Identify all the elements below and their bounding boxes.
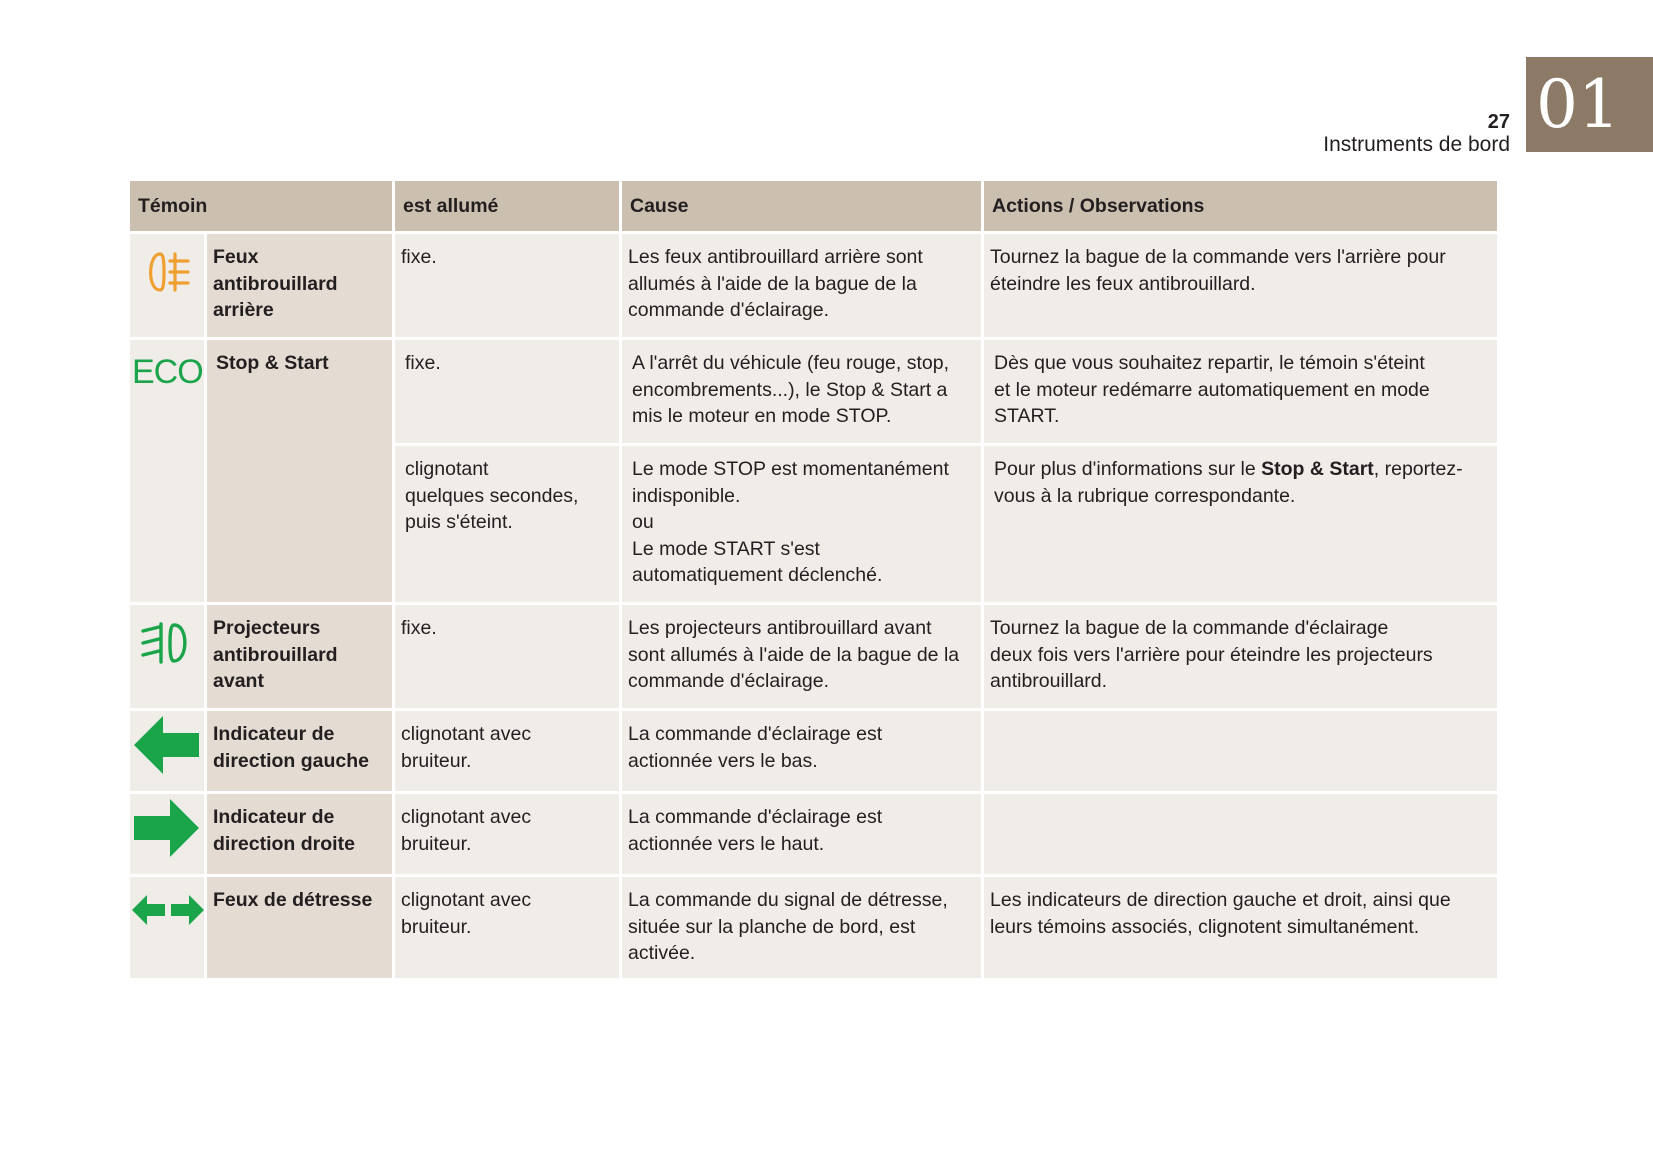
- light-action: [983, 710, 1499, 793]
- icon-cell: [129, 604, 206, 710]
- svg-text:ECO: ECO: [132, 353, 203, 391]
- hazard-arrows-icon: [130, 877, 207, 937]
- light-action: Les indicateurs de direction gauche et droit, ainsi que leurs témoins associés, clignotent simultanément.: [983, 876, 1499, 980]
- section-title: Instruments de bord: [1323, 133, 1510, 156]
- light-state: fixe.: [394, 604, 621, 710]
- icon-cell: [129, 710, 206, 793]
- column-header-cause: Cause: [621, 180, 983, 233]
- light-action: Tournez la bague de la commande d'éclairage deux fois vers l'arrière pour éteindre les projecteurs antibrouillard.: [983, 604, 1499, 710]
- light-state: clignotant avec bruiteur.: [394, 793, 621, 876]
- page-number: 27: [1487, 111, 1510, 133]
- action-text: Pour plus d'informations sur le: [994, 458, 1262, 480]
- light-cause: Le mode STOP est momentanément indisponible. ou Le mode START s'est automatiquement déclenché.: [621, 445, 983, 604]
- action-text: , reportez- vous à la rubrique correspondante.: [994, 458, 1463, 507]
- light-cause: Les feux antibrouillard arrière sont allumés à l'aide de la bague de la commande d'éclairage.: [621, 233, 983, 339]
- table-row: [129, 604, 1499, 710]
- icon-cell: [129, 876, 206, 980]
- column-header-actions: Actions / Observations: [983, 180, 1499, 233]
- rear-fog-light-icon: [130, 234, 207, 330]
- table-row: [129, 876, 1499, 980]
- light-name: Feux de détresse: [206, 876, 394, 980]
- light-state: clignotant avec bruiteur.: [394, 876, 621, 980]
- light-cause: La commande d'éclairage est actionnée vers le haut.: [621, 793, 983, 876]
- light-state: clignotant avec bruiteur.: [394, 710, 621, 793]
- table-row: [129, 793, 1499, 876]
- light-name: Feux antibrouillard arrière: [206, 233, 394, 339]
- arrow-right-icon: [130, 794, 207, 864]
- table-row: [129, 710, 1499, 793]
- table-header-row: [129, 180, 1499, 233]
- action-text-bold: Stop & Start: [1261, 458, 1374, 480]
- light-name: Indicateur de direction gauche: [206, 710, 394, 793]
- eco-icon: [130, 340, 207, 400]
- light-action: [983, 793, 1499, 876]
- warning-lights-table: [127, 178, 1500, 981]
- column-header-state: est allumé: [394, 180, 621, 233]
- icon-cell: [129, 339, 206, 604]
- arrow-left-icon: [130, 711, 207, 781]
- light-state: clignotant quelques secondes, puis s'éteint.: [394, 445, 621, 604]
- front-fog-light-icon: [130, 605, 207, 675]
- column-header-temoin: Témoin: [129, 180, 394, 233]
- light-name: Indicateur de direction droite: [206, 793, 394, 876]
- light-state: fixe.: [394, 233, 621, 339]
- light-action: Tournez la bague de la commande vers l'arrière pour éteindre les feux antibrouillard.: [983, 233, 1499, 339]
- table-row: [129, 339, 1499, 445]
- table-row: [129, 233, 1499, 339]
- light-state: fixe.: [394, 339, 621, 445]
- light-cause: La commande du signal de détresse, située sur la planche de bord, est activée.: [621, 876, 983, 980]
- light-action: [983, 445, 1499, 604]
- light-name: Stop & Start: [206, 339, 394, 604]
- icon-cell: [129, 793, 206, 876]
- light-action: Dès que vous souhaitez repartir, le témoin s'éteint et le moteur redémarre automatiquement en mode START.: [983, 339, 1499, 445]
- chapter-tab: 01: [1526, 57, 1653, 152]
- icon-cell: [129, 233, 206, 339]
- light-cause: A l'arrêt du véhicule (feu rouge, stop, encombrements...), le Stop & Start a mis le moteur en mode STOP.: [621, 339, 983, 445]
- light-cause: Les projecteurs antibrouillard avant sont allumés à l'aide de la bague de la commande d'éclairage.: [621, 604, 983, 710]
- light-cause: La commande d'éclairage est actionnée vers le bas.: [621, 710, 983, 793]
- light-name: Projecteurs antibrouillard avant: [206, 604, 394, 710]
